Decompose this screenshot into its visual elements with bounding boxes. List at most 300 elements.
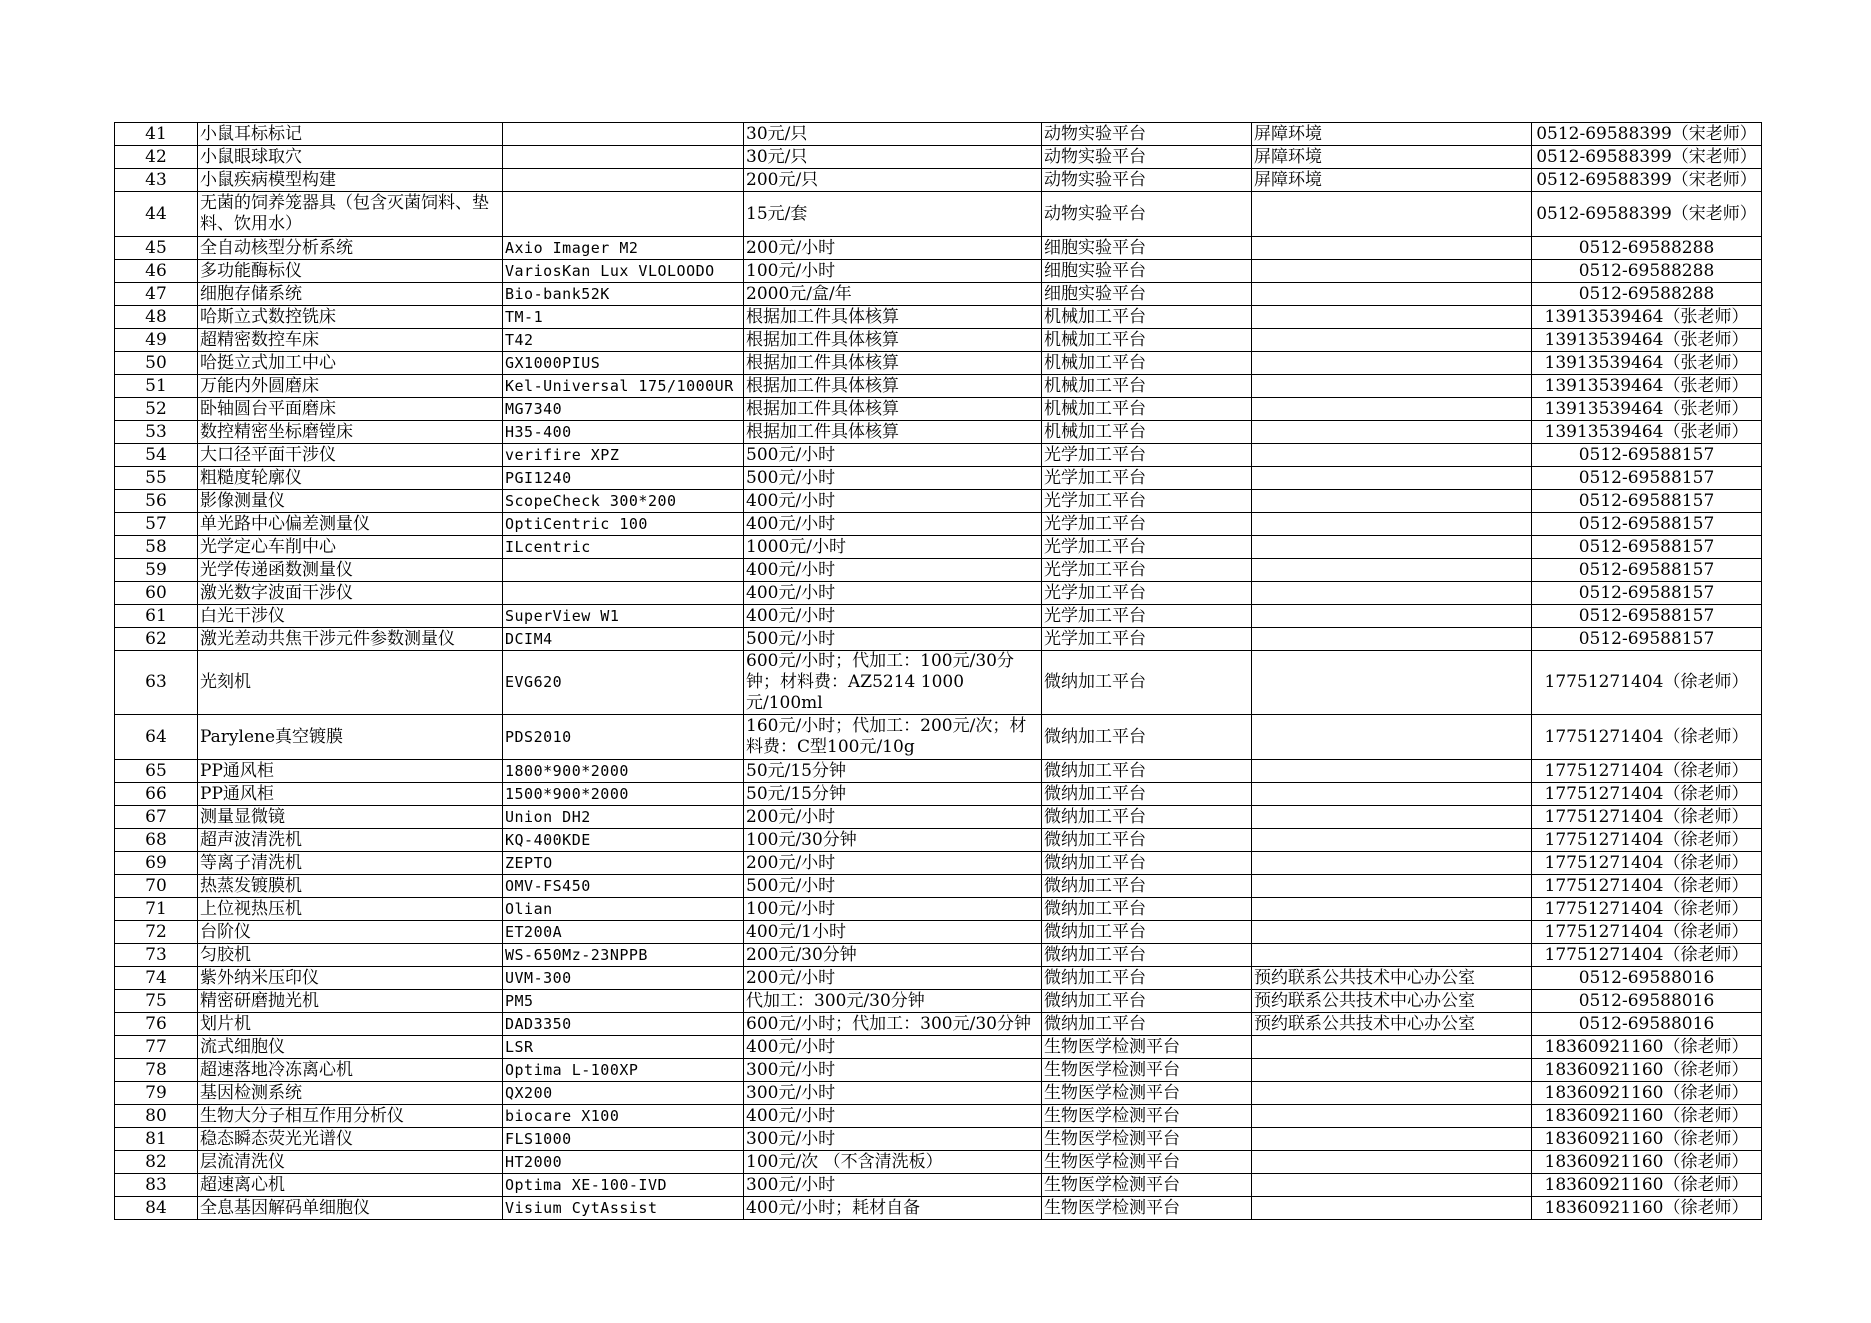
cell-contact: 0512-69588157 [1532,444,1762,467]
table-row [115,715,1762,760]
table-row [115,760,1762,783]
cell-contact: 18360921160（徐老师） [1532,1105,1762,1128]
cell-platform: 微纳加工平台 [1042,852,1252,875]
cell-number: 56 [115,490,198,513]
cell-contact: 0512-69588157 [1532,628,1762,651]
cell-note [1252,1174,1532,1197]
cell-model: TM-1 [503,306,744,329]
cell-contact: 17751271404（徐老师） [1532,651,1762,715]
cell-equipment-name: 测量显微镜 [198,806,503,829]
cell-equipment-name: 稳态瞬态荧光光谱仪 [198,1128,503,1151]
cell-model: VariosKan Lux VLOLOODO [503,260,744,283]
cell-note [1252,783,1532,806]
cell-equipment-name: Parylene真空镀膜 [198,715,503,760]
cell-model [503,582,744,605]
table-row [115,146,1762,169]
cell-note [1252,898,1532,921]
cell-price: 500元/小时 [744,467,1042,490]
cell-number: 69 [115,852,198,875]
cell-price: 200元/小时 [744,967,1042,990]
table-body [115,123,1762,1220]
cell-note [1252,329,1532,352]
cell-number: 58 [115,536,198,559]
cell-price: 根据加工件具体核算 [744,329,1042,352]
cell-contact: 0512-69588288 [1532,237,1762,260]
cell-note [1252,352,1532,375]
cell-note [1252,559,1532,582]
cell-number: 53 [115,421,198,444]
cell-contact: 18360921160（徐老师） [1532,1174,1762,1197]
cell-price: 1000元/小时 [744,536,1042,559]
cell-number: 66 [115,783,198,806]
cell-platform: 微纳加工平台 [1042,715,1252,760]
cell-note [1252,829,1532,852]
cell-contact: 0512-69588016 [1532,990,1762,1013]
cell-number: 76 [115,1013,198,1036]
cell-number: 41 [115,123,198,146]
cell-model: FLS1000 [503,1128,744,1151]
cell-platform: 光学加工平台 [1042,513,1252,536]
cell-note [1252,1036,1532,1059]
cell-equipment-name: 大口径平面干涉仪 [198,444,503,467]
cell-contact: 0512-69588016 [1532,967,1762,990]
cell-model: HT2000 [503,1151,744,1174]
cell-contact: 18360921160（徐老师） [1532,1036,1762,1059]
cell-model: GX1000PIUS [503,352,744,375]
cell-equipment-name: 流式细胞仪 [198,1036,503,1059]
cell-model [503,559,744,582]
table-row [115,944,1762,967]
cell-price: 400元/1小时 [744,921,1042,944]
cell-equipment-name: 台阶仪 [198,921,503,944]
cell-contact: 17751271404（徐老师） [1532,760,1762,783]
cell-platform: 细胞实验平台 [1042,237,1252,260]
cell-number: 49 [115,329,198,352]
cell-platform: 微纳加工平台 [1042,783,1252,806]
table-row [115,192,1762,237]
table-row [115,513,1762,536]
table-row [115,806,1762,829]
cell-note: 屏障环境 [1252,123,1532,146]
cell-equipment-name: 白光干涉仪 [198,605,503,628]
cell-price: 400元/小时 [744,559,1042,582]
cell-platform: 光学加工平台 [1042,628,1252,651]
table-row [115,283,1762,306]
table-row [115,852,1762,875]
cell-equipment-name: 等离子清洗机 [198,852,503,875]
cell-note [1252,582,1532,605]
cell-number: 84 [115,1197,198,1220]
cell-note [1252,513,1532,536]
cell-price: 400元/小时 [744,582,1042,605]
table-row [115,1059,1762,1082]
cell-note [1252,444,1532,467]
cell-equipment-name: 超精密数控车床 [198,329,503,352]
cell-platform: 机械加工平台 [1042,306,1252,329]
cell-platform: 机械加工平台 [1042,398,1252,421]
cell-price: 400元/小时；耗材自备 [744,1197,1042,1220]
cell-contact: 0512-69588157 [1532,582,1762,605]
cell-contact: 0512-69588399（宋老师） [1532,123,1762,146]
cell-platform: 生物医学检测平台 [1042,1197,1252,1220]
cell-model: EVG620 [503,651,744,715]
cell-equipment-name: 基因检测系统 [198,1082,503,1105]
cell-price: 2000元/盒/年 [744,283,1042,306]
cell-equipment-name: 划片机 [198,1013,503,1036]
cell-price: 根据加工件具体核算 [744,398,1042,421]
cell-note [1252,715,1532,760]
cell-note [1252,467,1532,490]
cell-note [1252,760,1532,783]
cell-model: Bio-bank52K [503,283,744,306]
cell-contact: 0512-69588288 [1532,283,1762,306]
cell-contact: 13913539464（张老师） [1532,329,1762,352]
cell-platform: 生物医学检测平台 [1042,1105,1252,1128]
cell-note [1252,651,1532,715]
table-row [115,444,1762,467]
cell-contact: 17751271404（徐老师） [1532,806,1762,829]
cell-contact: 17751271404（徐老师） [1532,875,1762,898]
table-row [115,582,1762,605]
cell-number: 68 [115,829,198,852]
cell-platform: 生物医学检测平台 [1042,1151,1252,1174]
cell-model: Kel-Universal 175/1000UR [503,375,744,398]
cell-note [1252,1151,1532,1174]
cell-contact: 0512-69588157 [1532,559,1762,582]
cell-number: 57 [115,513,198,536]
cell-note: 屏障环境 [1252,169,1532,192]
cell-price: 100元/小时 [744,898,1042,921]
cell-note: 预约联系公共技术中心办公室 [1252,990,1532,1013]
cell-contact: 0512-69588399（宋老师） [1532,169,1762,192]
cell-model: Visium CytAssist [503,1197,744,1220]
cell-platform: 微纳加工平台 [1042,1013,1252,1036]
cell-number: 61 [115,605,198,628]
cell-equipment-name: 影像测量仪 [198,490,503,513]
cell-platform: 机械加工平台 [1042,352,1252,375]
cell-platform: 光学加工平台 [1042,582,1252,605]
cell-equipment-name: 生物大分子相互作用分析仪 [198,1105,503,1128]
table-row [115,375,1762,398]
table-row [115,875,1762,898]
cell-equipment-name: 无菌的饲养笼器具（包含灭菌饲料、垫料、饮用水） [198,192,503,237]
table-row [115,490,1762,513]
cell-number: 63 [115,651,198,715]
cell-price: 600元/小时；代加工：300元/30分钟 [744,1013,1042,1036]
cell-contact: 0512-69588157 [1532,467,1762,490]
cell-model: PDS2010 [503,715,744,760]
cell-contact: 0512-69588157 [1532,605,1762,628]
cell-note [1252,921,1532,944]
cell-platform: 微纳加工平台 [1042,944,1252,967]
cell-platform: 微纳加工平台 [1042,651,1252,715]
cell-price: 100元/小时 [744,260,1042,283]
cell-platform: 微纳加工平台 [1042,760,1252,783]
table-row [115,628,1762,651]
cell-equipment-name: 万能内外圆磨床 [198,375,503,398]
cell-contact: 18360921160（徐老师） [1532,1059,1762,1082]
cell-number: 78 [115,1059,198,1082]
cell-number: 43 [115,169,198,192]
cell-number: 83 [115,1174,198,1197]
cell-model [503,123,744,146]
cell-equipment-name: 哈斯立式数控铣床 [198,306,503,329]
cell-price: 200元/30分钟 [744,944,1042,967]
cell-contact: 17751271404（徐老师） [1532,898,1762,921]
cell-note [1252,536,1532,559]
cell-note [1252,306,1532,329]
cell-model: Union DH2 [503,806,744,829]
cell-platform: 微纳加工平台 [1042,898,1252,921]
cell-equipment-name: 上位视热压机 [198,898,503,921]
cell-note [1252,628,1532,651]
cell-model: T42 [503,329,744,352]
cell-contact: 17751271404（徐老师） [1532,829,1762,852]
cell-number: 77 [115,1036,198,1059]
table-row [115,898,1762,921]
cell-model: UVM-300 [503,967,744,990]
cell-model: WS-650Mz-23NPPB [503,944,744,967]
cell-model: Optima L-100XP [503,1059,744,1082]
cell-contact: 13913539464（张老师） [1532,398,1762,421]
cell-platform: 动物实验平台 [1042,169,1252,192]
table-row [115,990,1762,1013]
cell-equipment-name: PP通风柜 [198,760,503,783]
cell-platform: 生物医学检测平台 [1042,1036,1252,1059]
cell-model [503,169,744,192]
cell-model: Olian [503,898,744,921]
cell-model: OMV-FS450 [503,875,744,898]
table-row [115,398,1762,421]
cell-platform: 生物医学检测平台 [1042,1082,1252,1105]
cell-price: 600元/小时；代加工：100元/30分钟；材料费：AZ5214 1000元/100ml [744,651,1042,715]
cell-price: 100元/30分钟 [744,829,1042,852]
cell-contact: 18360921160（徐老师） [1532,1082,1762,1105]
cell-model: 1500*900*2000 [503,783,744,806]
cell-number: 82 [115,1151,198,1174]
table-row [115,1174,1762,1197]
cell-price: 160元/小时；代加工：200元/次；材料费：C型100元/10g [744,715,1042,760]
cell-platform: 光学加工平台 [1042,536,1252,559]
table-row [115,1036,1762,1059]
cell-equipment-name: 全息基因解码单细胞仪 [198,1197,503,1220]
cell-note: 预约联系公共技术中心办公室 [1252,967,1532,990]
cell-equipment-name: 激光差动共焦干涉元件参数测量仪 [198,628,503,651]
cell-contact: 17751271404（徐老师） [1532,852,1762,875]
cell-note [1252,192,1532,237]
cell-contact: 13913539464（张老师） [1532,306,1762,329]
cell-contact: 13913539464（张老师） [1532,375,1762,398]
cell-price: 50元/15分钟 [744,760,1042,783]
cell-equipment-name: 层流清洗仪 [198,1151,503,1174]
cell-equipment-name: 精密研磨抛光机 [198,990,503,1013]
cell-price: 500元/小时 [744,444,1042,467]
cell-number: 64 [115,715,198,760]
table-row [115,921,1762,944]
cell-equipment-name: 细胞存储系统 [198,283,503,306]
cell-price: 200元/小时 [744,806,1042,829]
cell-price: 300元/小时 [744,1128,1042,1151]
cell-price: 400元/小时 [744,1036,1042,1059]
cell-number: 81 [115,1128,198,1151]
cell-number: 45 [115,237,198,260]
cell-equipment-name: 紫外纳米压印仪 [198,967,503,990]
cell-model [503,146,744,169]
cell-number: 59 [115,559,198,582]
cell-note [1252,806,1532,829]
cell-equipment-name: 数控精密坐标磨镗床 [198,421,503,444]
cell-price: 代加工：300元/30分钟 [744,990,1042,1013]
cell-model: DCIM4 [503,628,744,651]
cell-equipment-name: 激光数字波面干涉仪 [198,582,503,605]
cell-platform: 生物医学检测平台 [1042,1128,1252,1151]
cell-model: Axio Imager M2 [503,237,744,260]
cell-contact: 17751271404（徐老师） [1532,944,1762,967]
cell-price: 500元/小时 [744,875,1042,898]
cell-note [1252,852,1532,875]
cell-platform: 光学加工平台 [1042,467,1252,490]
cell-equipment-name: 卧轴圆台平面磨床 [198,398,503,421]
cell-price: 200元/小时 [744,852,1042,875]
table-row [115,1013,1762,1036]
cell-platform: 光学加工平台 [1042,605,1252,628]
table-row [115,1151,1762,1174]
table-row [115,421,1762,444]
cell-equipment-name: 小鼠眼球取穴 [198,146,503,169]
table-row [115,967,1762,990]
cell-model: ET200A [503,921,744,944]
cell-price: 400元/小时 [744,1105,1042,1128]
cell-platform: 细胞实验平台 [1042,260,1252,283]
cell-number: 50 [115,352,198,375]
cell-number: 73 [115,944,198,967]
cell-price: 100元/次 （不含清洗板） [744,1151,1042,1174]
cell-equipment-name: 多功能酶标仪 [198,260,503,283]
cell-model: QX200 [503,1082,744,1105]
table-row [115,1082,1762,1105]
cell-platform: 微纳加工平台 [1042,990,1252,1013]
cell-platform: 光学加工平台 [1042,490,1252,513]
cell-model: PGI1240 [503,467,744,490]
cell-equipment-name: 光刻机 [198,651,503,715]
cell-model: SuperView W1 [503,605,744,628]
cell-model: H35-400 [503,421,744,444]
cell-note [1252,1197,1532,1220]
cell-platform: 微纳加工平台 [1042,806,1252,829]
cell-contact: 18360921160（徐老师） [1532,1197,1762,1220]
cell-contact: 17751271404（徐老师） [1532,715,1762,760]
cell-equipment-name: 超速落地冷冻离心机 [198,1059,503,1082]
cell-platform: 微纳加工平台 [1042,967,1252,990]
cell-price: 15元/套 [744,192,1042,237]
cell-equipment-name: 超速离心机 [198,1174,503,1197]
cell-equipment-name: 全自动核型分析系统 [198,237,503,260]
cell-note [1252,283,1532,306]
cell-contact: 0512-69588288 [1532,260,1762,283]
cell-platform: 机械加工平台 [1042,375,1252,398]
cell-equipment-name: 光学传递函数测量仪 [198,559,503,582]
cell-contact: 0512-69588399（宋老师） [1532,192,1762,237]
cell-price: 根据加工件具体核算 [744,375,1042,398]
cell-note [1252,944,1532,967]
cell-price: 300元/小时 [744,1059,1042,1082]
cell-note [1252,421,1532,444]
table-row [115,829,1762,852]
cell-equipment-name: 小鼠疾病模型构建 [198,169,503,192]
cell-number: 54 [115,444,198,467]
equipment-price-table [114,122,1762,1220]
cell-note [1252,1128,1532,1151]
cell-model: PM5 [503,990,744,1013]
cell-price: 30元/只 [744,146,1042,169]
cell-model: OptiCentric 100 [503,513,744,536]
cell-price: 500元/小时 [744,628,1042,651]
table-row [115,559,1762,582]
cell-number: 52 [115,398,198,421]
cell-number: 55 [115,467,198,490]
cell-equipment-name: 粗糙度轮廓仪 [198,467,503,490]
cell-note [1252,605,1532,628]
cell-model: MG7340 [503,398,744,421]
table-row [115,783,1762,806]
cell-number: 71 [115,898,198,921]
cell-contact: 0512-69588157 [1532,513,1762,536]
cell-platform: 动物实验平台 [1042,192,1252,237]
cell-number: 65 [115,760,198,783]
cell-number: 51 [115,375,198,398]
cell-note [1252,398,1532,421]
cell-note [1252,260,1532,283]
table-row [115,352,1762,375]
cell-contact: 13913539464（张老师） [1532,421,1762,444]
cell-number: 44 [115,192,198,237]
cell-equipment-name: 光学定心车削中心 [198,536,503,559]
cell-number: 48 [115,306,198,329]
table-row [115,260,1762,283]
cell-platform: 微纳加工平台 [1042,829,1252,852]
cell-number: 62 [115,628,198,651]
cell-number: 75 [115,990,198,1013]
cell-equipment-name: 热蒸发镀膜机 [198,875,503,898]
cell-note [1252,237,1532,260]
cell-price: 300元/小时 [744,1082,1042,1105]
cell-number: 42 [115,146,198,169]
cell-contact: 17751271404（徐老师） [1532,921,1762,944]
cell-number: 47 [115,283,198,306]
cell-price: 400元/小时 [744,513,1042,536]
cell-price: 200元/只 [744,169,1042,192]
cell-price: 200元/小时 [744,237,1042,260]
table-row [115,467,1762,490]
cell-platform: 微纳加工平台 [1042,921,1252,944]
cell-platform: 机械加工平台 [1042,421,1252,444]
cell-contact: 0512-69588399（宋老师） [1532,146,1762,169]
cell-platform: 光学加工平台 [1042,444,1252,467]
table-row [115,237,1762,260]
cell-number: 46 [115,260,198,283]
cell-number: 74 [115,967,198,990]
cell-contact: 0512-69588157 [1532,490,1762,513]
cell-contact: 0512-69588016 [1532,1013,1762,1036]
cell-equipment-name: 超声波清洗机 [198,829,503,852]
cell-contact: 17751271404（徐老师） [1532,783,1762,806]
cell-price: 根据加工件具体核算 [744,421,1042,444]
cell-number: 67 [115,806,198,829]
cell-model: ILcentric [503,536,744,559]
cell-contact: 18360921160（徐老师） [1532,1151,1762,1174]
cell-contact: 13913539464（张老师） [1532,352,1762,375]
cell-model: verifire XPZ [503,444,744,467]
